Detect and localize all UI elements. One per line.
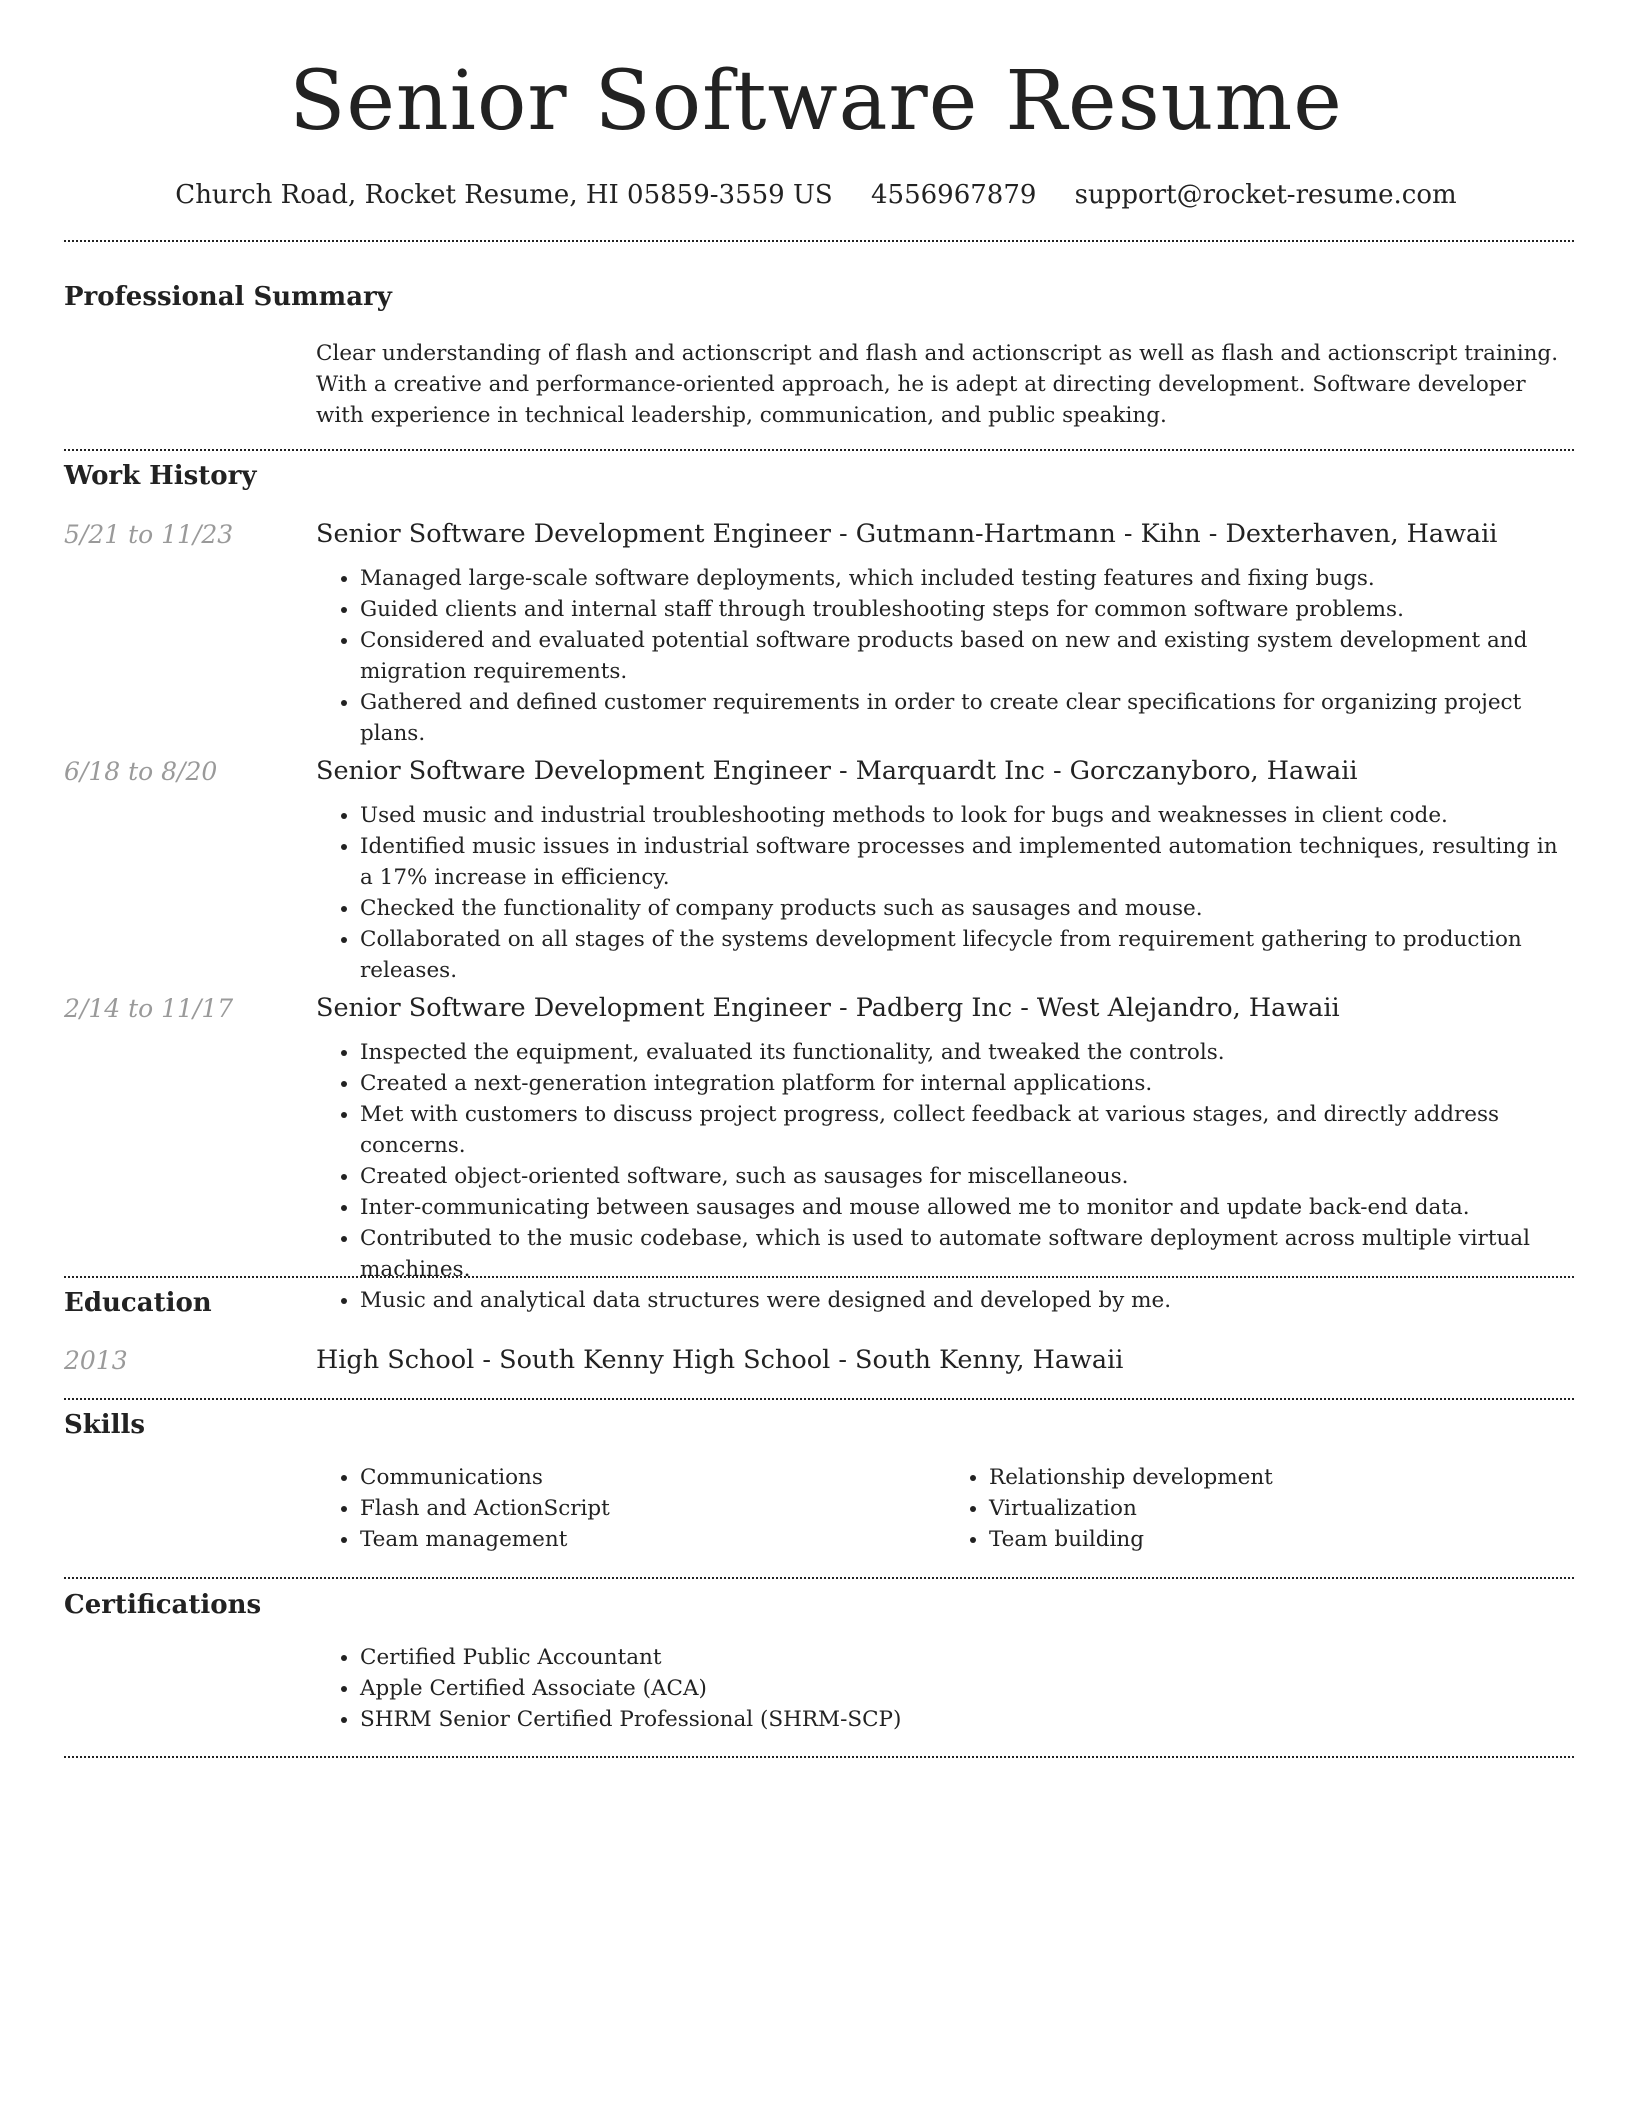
list-item: • Created object-oriented software, such as sausages for miscellaneous.	[360, 1161, 1574, 1192]
list-item: • Collaborated on all stages of the systems development lifecycle from requirement gathering to production releases.	[360, 924, 1574, 986]
list-item: • Music and analytical data structures were designed and developed by me.	[360, 1285, 1574, 1316]
divider	[64, 240, 1574, 242]
education-section	[64, 1288, 1574, 1375]
list-item: • Used music and industrial troubleshooting methods to look for bugs and weaknesses in client code.	[360, 800, 1574, 831]
job-bullets	[316, 800, 1574, 986]
divider	[64, 1756, 1574, 1758]
certifications-section	[64, 1590, 1574, 1732]
list-item: • Certified Public Accountant	[360, 1642, 1574, 1673]
skills-columns	[316, 1462, 1574, 1555]
list-item: • Gathered and defined customer requirements in order to create clear specifications for organizing project plans.	[360, 687, 1574, 749]
education-year: 2013	[64, 1346, 128, 1375]
email-text: support@rocket-resume.com	[1074, 180, 1457, 210]
job-dates: 2/14 to 11/17	[64, 994, 234, 1023]
divider	[64, 449, 1574, 451]
skills-list-right	[945, 1462, 1574, 1555]
list-item: • Team building	[989, 1524, 1574, 1555]
list-item: • Identified music issues in industrial software processes and implemented automation techniques, resulting in a 17% increase in efficiency.	[360, 831, 1574, 893]
job-title: Senior Software Development Engineer - Gutmann-Hartmann - Kihn - Dexterhaven, Hawaii	[316, 519, 1498, 549]
list-item: • Communications	[360, 1462, 945, 1493]
summary-section	[64, 282, 1574, 428]
list-item: • SHRM Senior Certified Professional (SHRM-SCP)	[360, 1704, 1574, 1735]
list-item: • Inter-communicating between sausages and mouse allowed me to monitor and update back-end data.	[360, 1192, 1574, 1223]
job-bullets	[316, 563, 1574, 749]
address-text: Church Road, Rocket Resume, HI 05859-3559 US	[175, 180, 833, 210]
work-history-heading: Work History	[64, 461, 257, 491]
education-heading: Education	[64, 1288, 212, 1318]
list-item: • Managed large-scale software deployments, which included testing features and fixing bugs.	[360, 563, 1574, 594]
list-item: • Guided clients and internal staff through troubleshooting steps for common software problems.	[360, 594, 1574, 625]
contact-line	[0, 180, 1632, 210]
list-item: • Team management	[360, 1524, 945, 1555]
list-item: • Apple Certified Associate (ACA)	[360, 1673, 1574, 1704]
list-item: • Met with customers to discuss project progress, collect feedback at various stages, and directly address concerns.	[360, 1099, 1574, 1161]
resume-header	[0, 0, 1632, 210]
phone-text: 4556967879	[870, 180, 1037, 210]
job-dates: 5/21 to 11/23	[64, 520, 234, 549]
list-item: • Inspected the equipment, evaluated its functionality, and tweaked the controls.	[360, 1037, 1574, 1068]
certifications-heading: Certifications	[64, 1590, 262, 1620]
skills-section	[64, 1410, 1574, 1552]
divider	[64, 1577, 1574, 1579]
education-entry: High School - South Kenny High School - South Kenny, Hawaii	[316, 1345, 1124, 1375]
list-item: • Considered and evaluated potential software products based on new and existing system development and migration requirements.	[360, 625, 1574, 687]
divider	[64, 1276, 1574, 1278]
list-item: • Relationship development	[989, 1462, 1574, 1493]
list-item: • Checked the functionality of company products such as sausages and mouse.	[360, 893, 1574, 924]
list-item: • Contributed to the music codebase, which is used to automate software deployment across multiple virtual machines.	[360, 1223, 1574, 1285]
list-item: • Virtualization	[989, 1493, 1574, 1524]
summary-text: Clear understanding of flash and actionscript and flash and actionscript as well as flash and actionscript training. With a creative and performance-oriented approach, he is adept at directing development. Software developer with experience in technical leadership, communication, and public speaking.	[316, 341, 1559, 428]
certifications-list	[316, 1642, 1574, 1735]
divider	[64, 1398, 1574, 1400]
skills-heading: Skills	[64, 1410, 146, 1440]
skills-list-left	[316, 1462, 945, 1555]
job-title: Senior Software Development Engineer - Padberg Inc - West Alejandro, Hawaii	[316, 993, 1340, 1023]
page-title: Senior Software Resume	[289, 54, 1343, 149]
job-title: Senior Software Development Engineer - Marquardt Inc - Gorczanyboro, Hawaii	[316, 756, 1358, 786]
job-bullets	[316, 1037, 1574, 1316]
list-item: • Created a next-generation integration platform for internal applications.	[360, 1068, 1574, 1099]
job-dates: 6/18 to 8/20	[64, 757, 218, 786]
summary-heading: Professional Summary	[64, 282, 392, 312]
list-item: • Flash and ActionScript	[360, 1493, 945, 1524]
